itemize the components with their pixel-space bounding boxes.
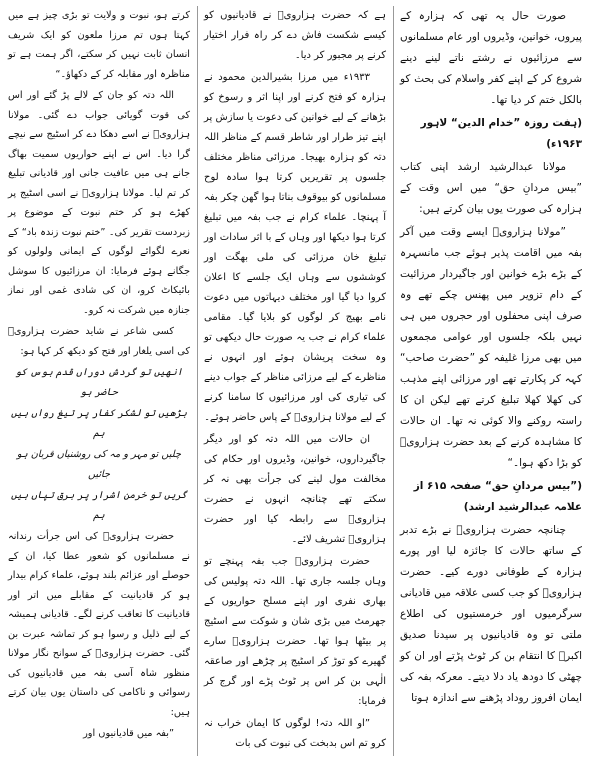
column-right bbox=[400, 6, 582, 756]
verse-line: چلیں تو مہر و مہ کی روشنیاں قربان ہو جائیں bbox=[16, 449, 182, 480]
citation: (ہفت روزہ ”خدام الدین“ لاہور ۱۹۶۳ء) bbox=[420, 117, 582, 150]
column-left bbox=[8, 6, 190, 756]
verse-line: بڑھیں تو لشکر کفار پر تیغ رواں ہیں ہم bbox=[11, 408, 187, 439]
column-middle bbox=[204, 6, 386, 756]
quotation: ”بفہ میں قادیانیوں اور bbox=[83, 728, 174, 739]
paragraph: چنانچہ حضرت ہزارویؒ نے بڑے تدبر کے ساتھ حالات کا جائزہ لیا اور پورے ہزارہ کے طوفانی دورے کیے۔ حضرت ہزارویؒ کو جب کسی علاقہ میں قادیانی سرگرمیوں اور خرمستیوں کی اطلاع ملتی تو وہ قادیانیوں پر سیدنا صدیق اکبرؓ کا انتقام بن کر ٹوٹ پڑتے اور ان کو چھٹی کا دودھ یاد دلا دیتے۔ معرکہ بفہ کی ایمان افروز روداد پڑھنے سے اندازہ ہوتا bbox=[400, 524, 582, 704]
paragraph: کسی شاعر نے شاید حضرت ہزارویؒ کی اسی یلغار اور فتح کو دیکھ کر کہا ہو: bbox=[8, 326, 190, 357]
citation: (”بیس مردانِ حق“ صفحہ ۶۱۵ از علامہ عبدالرشید ارشد) bbox=[413, 480, 582, 513]
paragraph: ۱۹۳۳ء میں مرزا بشیرالدین محمود نے ہزارہ کو فتح کرنے اور اپنا اثر و رسوخ کو بڑھانے کے لیے خوانین کی دعوت یا سازش پر اپنے تیز طرار اور شاطر قسم کے مناظر اللہ دتہ کو ہزارہ بھیجا۔ مرزائی مناظر مختلف جلسوں پر تقریریں کرتا ہوا سادہ لوح مسلمانوں کو بیوقوف بناتا ہوا گھن چکر بفہ آ پہنچا۔ علماء کرام نے جب بفہ میں تبلیغ کرتا ہوا دیکھا اور وہاں کے با اثر سادات اور تبلیغ خان مرزائی کی ملی بھگت اور کوششوں سے وہاں ایک جلسے کا اعلان کروا دیا گیا اور مختلف دیہاتوں میں دعوت نامے بھیج کر لوگوں کو بلایا گیا۔ مقامی علماء کرام نے جب یہ صورت حال دیکھی تو وہ سخت پریشان ہوئے اور انہوں نے مناظرے کے لیے مرزائی مناظر کے جواب دینے کی تیاری کی اور مرزائیوں کا سامنا کرنے کے لیے مولانا ہزارویؒ کے پاس حاضر ہوئے۔ bbox=[204, 72, 386, 423]
quotation: ”او اللہ دتہ! لوگوں کا ایمان خراب نہ کرو تم اس بدبخت کی نبوت کی بات bbox=[204, 718, 386, 749]
column-divider bbox=[197, 6, 198, 756]
paragraph: حضرت ہزارویؒ جب بفہ پہنچے تو وہاں جلسہ جاری تھا۔ اللہ دتہ پولیس کی بھاری نفری اور اپنے مسلح حواریوں کے جھرمٹ میں بڑی شان و شوکت سے اسٹیج پر بیٹھا ہوا تھا۔ حضرت ہزارویؒ سارے گھیرے کو توڑ کر اسٹیج پر چڑھے اور صاعقہ الٰہی بن کر اس پر ٹوٹ پڑے اور گرج کر فرمایا: bbox=[204, 556, 386, 707]
paragraph: کرتے ہو، نبوت و ولایت تو بڑی چیز ہے میں کہتا ہوں تم مرزا ملعون کو ایک شریف انسان ثابت نہیں کر سکتے، اگر ہمت ہے تو مناظرہ اور مقابلہ کر کے دکھاؤ۔“ bbox=[8, 10, 190, 80]
paragraph: حضرت ہزارویؒ کی اس جرأت رندانہ نے مسلمانوں کو شعور عطا کیا، ان کے حوصلے اور عزائم بلند ہوئے، علماء کرام بیدار ہو کر قادیانیت کے مقابلے میں اتر اور قادیانیت کا تعاقب کرنے لگے۔ قادیانی ہمیشہ کے لیے ذلیل و رسوا ہو کر تماشہ عبرت بن گئی۔ حضرت ہزارویؒ کے سوانح نگار مولانا منظور شاہ آسی بفہ میں قادیانیوں کی رسوائی و ناکامی کی داستان یوں بیان کرتے ہیں: bbox=[8, 531, 190, 718]
paragraph: اللہ دتہ کو جان کے لالے پڑ گئے اور اس کی قوت گویائی جواب دے گئی۔ مولانا ہزارویؒ نے اسے دھکا دے کر اسٹیج سے نیچے گرا دیا۔ اس نے اپنے حواریوں سمیت بھاگ جانے ہی میں عافیت جانی اور قادیانی تبلیغ کر تم لیا۔ مولانا ہزارویؒ نے اسی اسٹیج پر کھڑے ہو کر ختم نبوت کے موضوع پر زبردست تقریر کی۔ ”ختم نبوت زندہ باد“ کے نعرے لگوائے لوگوں کے ایمانی ولولوں کو جگانے ہوئے فرمایا: ان مرزائیوں کا سوشل بائیکاٹ کرو، ان کی شادی غمی اور نماز جنازہ میں شرکت نہ کرو۔ bbox=[8, 90, 190, 316]
paragraph: ان حالات میں اللہ دتہ کو اور دیگر جاگیرداروں، خوانین، وڈیروں اور حکام کی مخالفت مول لینے کی جرأت بھی نہ کر سکتے تھے چنانچہ انہوں نے حضرت ہزارویؒ سے رابطہ کیا اور حضرت ہزارویؒ تشریف لائے۔ bbox=[204, 434, 386, 545]
verse-line: انھیں تو گردش دوراں قدم بوس کو حاضر ہو bbox=[15, 367, 183, 398]
quotation: ”مولانا ہزارویؒ ایسے وقت میں آکر بفہ میں اقامت پذیر ہوئے جب مانسہرہ کے بڑے بڑے خوانین اور جاگیردار مرزائیت کے دام تزویر میں پھنس چکے تھے وہ صرف اپنی محفلوں اور حجروں میں ہی نہیں بلکہ جلسوں اور عوامی مجمعوں میں بھی مرزا غلیفہ کو ”حضرت صاحب“ کہہ کر پکارتے تھے اور مرزائی اپنے مذہب کی کھلا کھلا تبلیغ کرتے تھے لیکن ان کا راستہ روکنے والا کوئی نہ تھا۔ ان حالات کا مشاہدہ کرنے کے بعد حضرت ہزارویؒ کو بڑا دکھ ہوا۔“ bbox=[400, 226, 582, 469]
verse-line: گریں تو خرمن اشرار پر برق تپاں ہیں ہم bbox=[11, 490, 187, 521]
paragraph: ہے کہ حضرت ہزارویؒ نے قادیانیوں کو کیسے شکست فاش دے کر راہ فرار اختیار کرنے پر مجبور کر دیا۔ bbox=[204, 10, 386, 61]
paragraph: صورت حال یہ تھی کہ ہزارہ کے پیروں، خوانین، وڈیروں اور عام مسلمانوں سے مرزائیوں نے رشتے ناتے لینے دینے شروع کر کے اپنے کفر واسلام کی بحث کو بالکل ختم کر دیا تھا۔ bbox=[400, 10, 582, 106]
column-divider bbox=[393, 6, 394, 756]
paragraph: مولانا عبدالرشید ارشد اپنی کتاب ”بیس مردانِ حق“ میں اس وقت کے ہزارہ کی صورت یوں بیان کرتے ہیں: bbox=[400, 161, 582, 215]
